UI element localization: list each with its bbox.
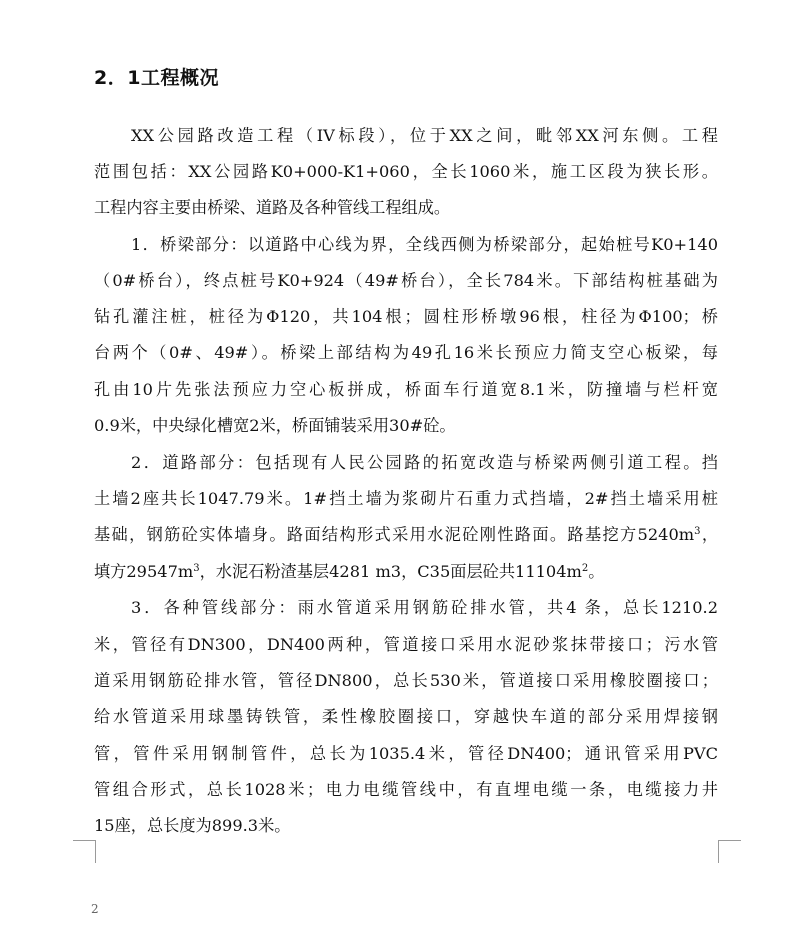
line-text: 道采用钢筋砼排水管，管径DN800，总长530米，管道接口采用橡胶圈接口；	[94, 671, 718, 690]
paragraph-line	[94, 412, 718, 440]
line-text: 管，管件采用钢制管件，总长为1035.4米，管径DN400；通讯管采用PVC	[94, 744, 718, 763]
paragraph-line	[94, 158, 718, 186]
line-text: 2．道路部分：包括现有人民公园路的拓宽改造与桥梁两侧引道工程。挡	[131, 453, 718, 472]
paragraph-line	[94, 339, 718, 367]
line-text: 15座，总长度为899.3米。	[94, 816, 291, 835]
paragraph-line	[94, 521, 718, 549]
paragraph-line	[94, 776, 718, 804]
paragraph-line	[94, 631, 718, 659]
superscript: 3	[694, 526, 701, 537]
line-text: ，	[700, 525, 719, 544]
paragraph-line	[94, 122, 718, 150]
line-text: 填方29547m	[94, 562, 194, 581]
line-text: （0#桥台），终点桩号K0+924（49#桥台），全长784米。下部结构桩基础为	[94, 271, 718, 290]
line-text: 0.9米，中央绿化槽宽2米，桥面铺装采用30#砼。	[94, 416, 456, 435]
line-text: 。	[588, 562, 605, 581]
line-text: 钻孔灌注桩，桩径为Φ120，共104根；圆柱形桥墩96根，柱径为Φ100；桥	[94, 307, 718, 326]
section-heading: 2．1工程概况	[94, 67, 219, 89]
line-text: XX公园路改造工程（IV标段），位于XX之间，毗邻XX河东侧。工程	[131, 126, 718, 145]
paragraph-line	[94, 740, 718, 768]
paragraph-line	[94, 231, 718, 259]
paragraph-line	[94, 267, 718, 295]
line-text: 管组合形式，总长1028米；电力电缆管线中，有直埋电缆一条，电缆接力井	[94, 780, 718, 799]
paragraph-line	[94, 449, 718, 477]
paragraph-line	[94, 558, 718, 586]
paragraph-line	[94, 485, 718, 513]
paragraph-line	[94, 667, 718, 695]
paragraph-line	[94, 812, 718, 840]
line-text: 台两个（0#、49#）。桥梁上部结构为49孔16米长预应力简支空心板梁，每	[94, 343, 718, 362]
paragraph-line	[94, 303, 718, 331]
line-text: 土墙2座共长1047.79米。1#挡土墙为浆砌片石重力式挡墙，2#挡土墙采用桩	[94, 489, 718, 508]
paragraph-line	[94, 376, 718, 404]
line-text: 米，管径有DN300，DN400两种，管道接口采用水泥砂浆抹带接口；污水管	[94, 635, 718, 654]
paragraph-line	[94, 594, 718, 622]
line-text: ，水泥石粉渣基层4281 m3，C35面层砼共11104m	[199, 562, 582, 581]
margin-crop-mark-left	[73, 840, 96, 863]
margin-crop-mark-right	[718, 840, 741, 863]
line-text: 3．各种管线部分：雨水管道采用钢筋砼排水管，共4 条，总长1210.2	[131, 598, 718, 617]
line-text: 给水管道采用球墨铸铁管，柔性橡胶圈接口，穿越快车道的部分采用焊接钢	[94, 707, 718, 726]
line-text: 基础，钢筋砼实体墙身。路面结构形式采用水泥砼刚性路面。路基挖方5240m	[94, 525, 695, 544]
line-text: 1．桥梁部分：以道路中心线为界，全线西侧为桥梁部分，起始桩号K0+140	[131, 235, 718, 254]
paragraph-line	[94, 703, 718, 731]
superscript: 2	[581, 563, 589, 574]
paragraph-line	[94, 194, 718, 222]
line-text: 范围包括：XX公园路K0+000-K1+060，全长1060米，施工区段为狭长形。	[94, 162, 718, 181]
line-text: 工程内容主要由桥梁、道路及各种管线工程组成。	[94, 198, 451, 217]
page-number: 2	[91, 902, 99, 916]
line-text: 孔由10片先张法预应力空心板拼成，桥面车行道宽8.1米，防撞墙与栏杆宽	[94, 380, 718, 399]
superscript: 3	[193, 563, 200, 574]
